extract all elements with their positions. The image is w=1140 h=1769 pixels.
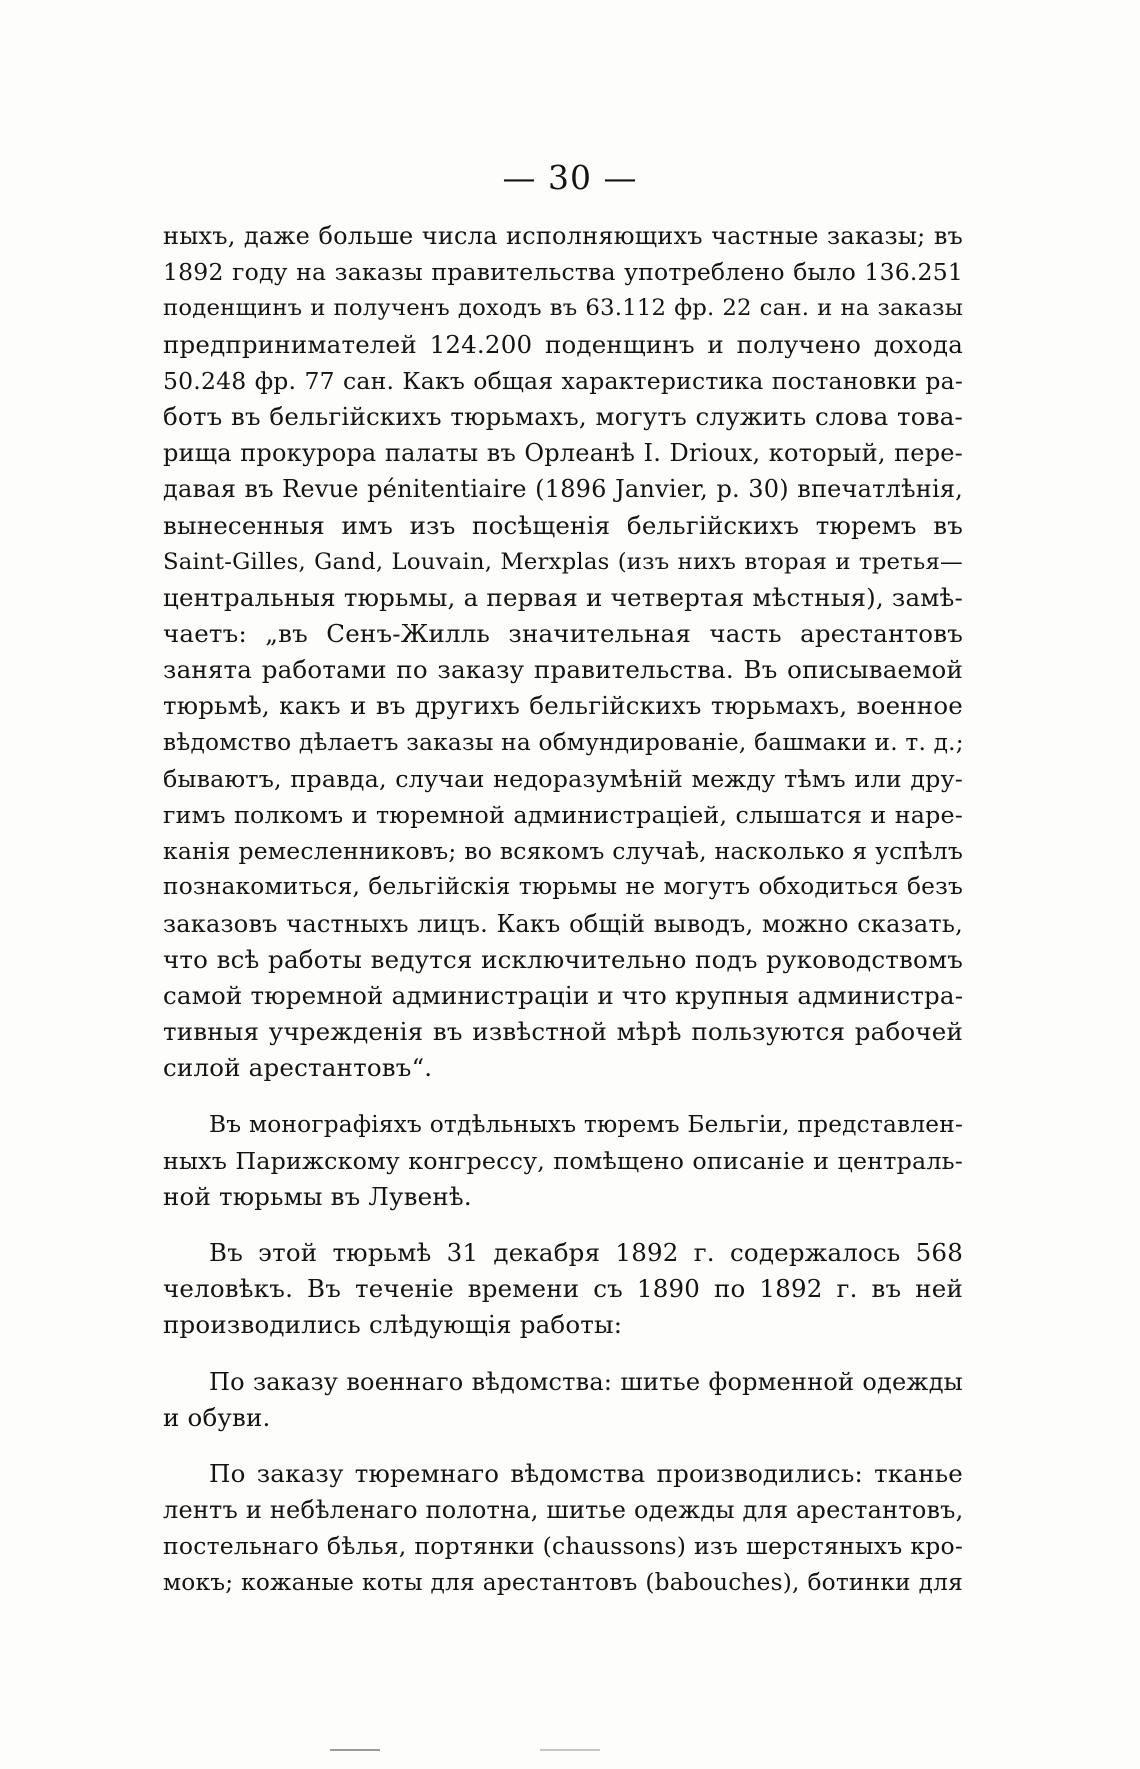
text-line: бываютъ, правда, случаи недоразумѣній между тѣмъ или дру- xyxy=(163,764,963,793)
text-line: человѣкъ. Въ теченіе времени съ 1890 по 1892 г. въ ней xyxy=(163,1274,963,1304)
text-line: Въ монографіяхъ отдѣльныхъ тюремъ Бельгіи, представлен- xyxy=(209,1110,963,1138)
text-line: тивныя учрежденія въ извѣстной мѣрѣ пользуются рабочей xyxy=(163,1017,963,1047)
text-line: самой тюремной администраціи и что крупныя администра- xyxy=(163,980,964,1010)
text-line: ныхъ, даже больше числа исполняющихъ частные заказы; въ xyxy=(163,222,963,250)
text-line: чаетъ: „въ Сенъ-Жилль значительная часть арестантовъ xyxy=(163,619,963,649)
text-line: поденщинъ и полученъ доходъ въ 63.112 фр. 22 сан. и на заказы xyxy=(163,295,963,322)
scan-speck-mark xyxy=(330,1749,380,1751)
body-text xyxy=(163,218,963,1601)
text-line: вѣдомство дѣлаетъ заказы на обмундированіе, башмаки и. т. д.; xyxy=(163,728,964,756)
text-line: Saint-Gilles, Gand, Louvain, Merxplas (изъ нихъ вторая и третья— xyxy=(163,548,963,575)
text-line: ботъ въ бельгійскихъ тюрьмахъ, могутъ служить слова това- xyxy=(163,401,963,431)
text-line: давая въ Revue pénitentiaire (1896 Janvier, p. 30) впечатлѣнія, xyxy=(163,475,963,504)
text-line: центральныя тюрьмы, а первая и четвертая мѣстныя), замѣ- xyxy=(163,582,963,612)
scan-speck-mark xyxy=(540,1749,600,1751)
text-line: ной тюрьмы въ Лувенѣ. xyxy=(163,1181,472,1211)
text-line: постельнаго бѣлья, портянки (chaussons) изъ шерстяныхъ кро- xyxy=(163,1532,963,1561)
paragraph xyxy=(163,1456,963,1601)
text-line: Въ этой тюрьмѣ 31 декабря 1892 г. содержалось 568 xyxy=(209,1238,963,1268)
paragraph xyxy=(163,1364,963,1436)
text-line: ныхъ Парижскому конгрессу, помѣщено описаніе и централь- xyxy=(163,1146,963,1175)
paragraph xyxy=(163,218,963,1087)
text-line: 1892 году на заказы правительства употреблено было 136.251 xyxy=(163,258,963,287)
text-line: тюрьмѣ, какъ и въ другихъ бельгійскихъ тюрьмахъ, военное xyxy=(163,691,963,721)
text-line: лентъ и небѣленаго полотна, шитье одежды для арестантовъ, xyxy=(163,1496,964,1525)
text-line: рища прокурора палаты въ Орлеанѣ I. Drioux, который, пере- xyxy=(163,439,963,468)
page-number: — 30 — xyxy=(502,158,638,197)
text-line: гимъ полкомъ и тюремной администраціей, слышатся и наре- xyxy=(163,801,963,829)
paragraph xyxy=(163,1107,963,1216)
text-line: предпринимателей 124.200 поденщинъ и получено дохода xyxy=(163,329,963,359)
text-line: мокъ; кожаные коты для арестантовъ (babouches), ботинки для xyxy=(163,1568,963,1596)
text-line: заказовъ частныхъ лицъ. Какъ общій выводъ, можно сказать, xyxy=(163,909,963,938)
text-line: канія ремесленниковъ; во всякомъ случаѣ, насколько я успѣлъ xyxy=(163,837,963,866)
text-line: вынесенныя имъ изъ посѣщенія бельгійскихъ тюремъ въ xyxy=(163,510,963,540)
text-line: По заказу тюремнаго вѣдомства производились: тканье xyxy=(209,1459,963,1488)
text-line: познакомиться, бельгійскія тюрьмы не могутъ обходиться безъ xyxy=(163,873,963,901)
paragraph xyxy=(163,1235,963,1344)
text-line: что всѣ работы ведутся исключительно подъ руководствомъ xyxy=(163,944,963,974)
text-line: занята работами по заказу правительства. Въ описываемой xyxy=(163,655,963,685)
text-line: и обуви. xyxy=(163,1402,271,1432)
text-line: По заказу военнаго вѣдомства: шитье форменной одежды xyxy=(209,1367,963,1396)
text-line: силой арестантовъ“. xyxy=(163,1053,433,1083)
text-line: производились слѣдующія работы: xyxy=(163,1310,623,1340)
text-line: 50.248 фр. 77 сан. Какъ общая характеристика постановки ра- xyxy=(163,366,963,395)
